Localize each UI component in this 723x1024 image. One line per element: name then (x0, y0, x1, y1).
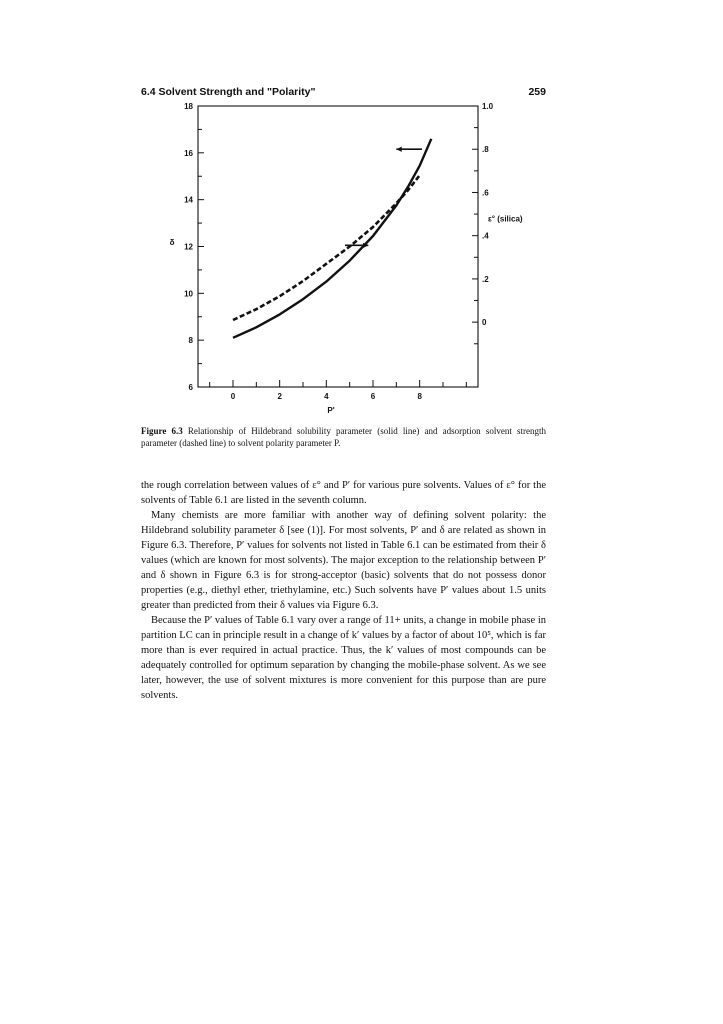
y-left-tick-label: 16 (184, 148, 193, 158)
solid-series-line (233, 139, 431, 338)
y-left-tick-label: 8 (188, 336, 193, 346)
x-tick-label: 6 (370, 392, 376, 401)
x-tick-label: 4 (324, 392, 329, 401)
section-title: 6.4 Solvent Strength and "Polarity" (141, 86, 316, 98)
paragraph-3: Because the P′ values of Table 6.1 vary over a range of 11+ units, a change in mobile phase in partition LC can in principle result in a change of k′ values by a factor of about 10⁵, which is far more than is ever required in actual practice. Thus, the k′ values of most compounds can be adequately controlled for optimum separation by changing the mobile-phase solvent. As we see later, however, the use of solvent mixtures is more convenient for this purpose than are pure solvents. (141, 615, 546, 701)
x-axis-label: P' (327, 406, 335, 415)
body-text (141, 478, 546, 703)
y-left-tick-label: 6 (188, 383, 193, 392)
y-right-tick-label: .2 (482, 274, 489, 284)
page-number: 259 (528, 86, 546, 98)
paragraph-2: Many chemists are more familiar with another way of defining solvent polarity: the Hildebrand solubility parameter δ [see (1)]. For most solvents, P′ and δ are related as shown in Figure 6.3. Therefore, P′ values for solvents not listed in Table 6.1 can be estimated from their δ values (which are known for most solvents). The major exception to the relationship between P′ and δ shown in Figure 6.3 is for strong-acceptor (basic) solvents that do not possess donor properties (e.g., diethyl ether, triethylamine, etc.) Such solvents have P′ values about 1.5 units greater than predicted from their δ values via Figure 6.3. (141, 510, 546, 611)
caption-label: Figure 6.3 (141, 426, 183, 436)
y-left-axis-label: δ (169, 237, 175, 247)
x-tick-label: 0 (230, 392, 236, 401)
y-right-tick-label: .4 (482, 231, 489, 241)
y-right-tick-label: 0 (482, 318, 487, 328)
figure-6-3-chart (140, 100, 560, 420)
y-left-tick-label: 18 (184, 102, 193, 111)
arrow-head (396, 147, 401, 152)
y-left-tick-label: 12 (184, 242, 193, 252)
y-left-tick-label: 14 (184, 195, 193, 205)
x-tick-label: 2 (277, 392, 282, 401)
y-right-tick-label: 1.0 (482, 102, 494, 111)
plot-frame (198, 106, 478, 387)
figure-caption (141, 425, 546, 449)
y-right-tick-label: .6 (482, 188, 489, 198)
y-right-axis-label: ε° (silica) (488, 214, 523, 224)
y-left-tick-label: 10 (184, 289, 193, 299)
paragraph-1: the rough correlation between values of ε° and P′ for various pure solvents. Values of ε° for the solvents of Table 6.1 are listed in the seventh column. (141, 480, 546, 506)
dashed-series-line (233, 175, 420, 320)
caption-text: Relationship of Hildebrand solubility parameter (solid line) and adsorption solvent strength parameter (dashed line) to solvent polarity parameter P. (141, 426, 546, 448)
x-tick-label: 8 (417, 392, 422, 401)
arrow-left-annotation (396, 147, 422, 152)
y-right-tick-label: .8 (482, 145, 489, 155)
